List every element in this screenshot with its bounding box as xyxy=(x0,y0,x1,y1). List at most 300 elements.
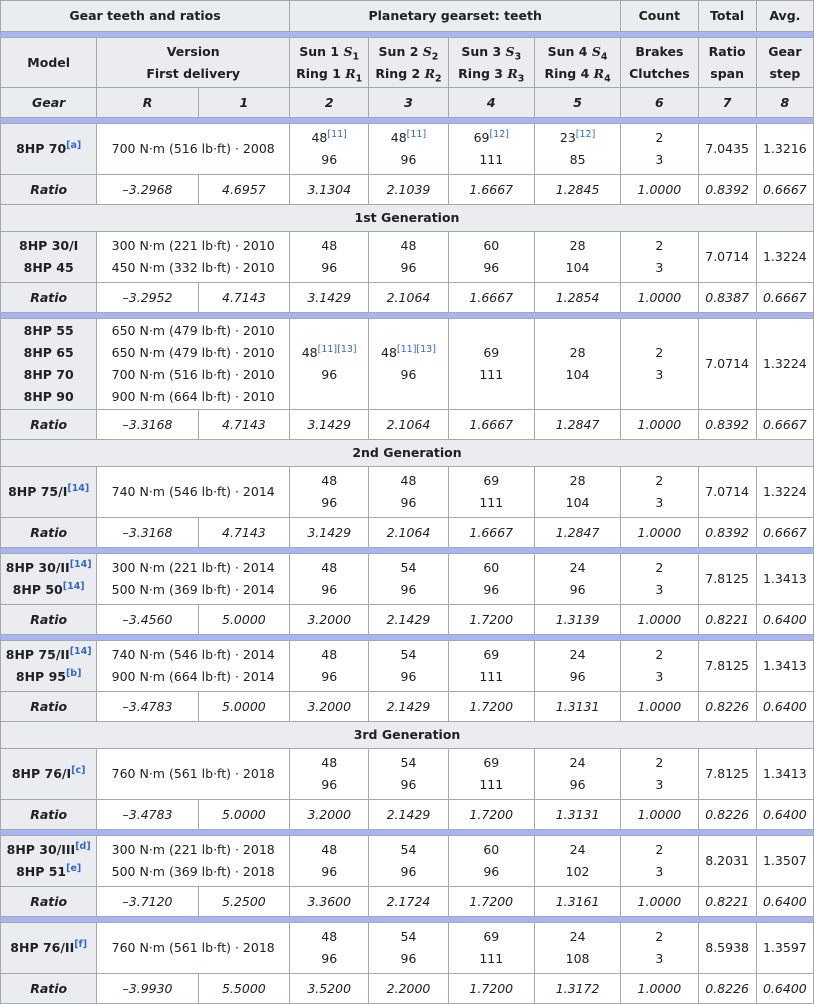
ratio-value: 0.6667 xyxy=(756,175,813,205)
header-ring-1: Ring 1 $R_1$ xyxy=(296,65,363,84)
count-cell xyxy=(621,232,698,283)
ratio-value: 0.8221 xyxy=(698,887,756,917)
ratio-span-value: 7.8125 xyxy=(698,641,756,692)
ratio-value: 1.0000 xyxy=(621,605,698,635)
table-body xyxy=(1,118,814,1004)
ring-teeth: 96 xyxy=(483,582,500,597)
footnote-link[interactable]: [11] xyxy=(406,128,427,140)
model-name-text: 8HP 70 xyxy=(23,367,74,382)
sun-teeth xyxy=(293,644,365,666)
footnote-link[interactable]: [12] xyxy=(489,128,509,140)
header-sun-2: Sun 2 $S_2$ xyxy=(378,43,439,62)
ratio-label: Ratio xyxy=(1,518,97,548)
gear-step-value: 1.3597 xyxy=(756,923,813,974)
gear-cell: 1 xyxy=(198,88,289,118)
ring-teeth: 96 xyxy=(400,669,417,684)
footnote-link[interactable]: [14] xyxy=(67,482,90,494)
ratio-value: 5.0000 xyxy=(198,605,289,635)
gearset-3-cell xyxy=(448,923,534,974)
ratio-value: 1.0000 xyxy=(621,692,698,722)
sun-teeth xyxy=(372,557,444,579)
ratio-value: 1.2847 xyxy=(534,518,620,548)
model-name xyxy=(4,320,93,342)
brakes-count: 2 xyxy=(655,130,664,145)
gearset-3-cell xyxy=(448,124,534,175)
footnote-link[interactable]: [c] xyxy=(71,764,86,776)
header-set-3 xyxy=(448,38,534,88)
header-sun-3: Sun 3 $S_3$ xyxy=(461,43,522,62)
ring-teeth: 96 xyxy=(321,152,338,167)
ratio-value: 5.0000 xyxy=(198,692,289,722)
ratio-span-value: 7.0714 xyxy=(698,232,756,283)
ratio-value: 3.2000 xyxy=(290,605,369,635)
header-set-4 xyxy=(534,38,620,88)
model-row xyxy=(1,319,814,410)
gearset-2-cell xyxy=(369,319,448,410)
ratio-value: 3.3600 xyxy=(290,887,369,917)
ratio-label: Ratio xyxy=(1,800,97,830)
ratio-value: 1.3172 xyxy=(534,974,620,1004)
ratio-value: 1.0000 xyxy=(621,175,698,205)
footnote-link[interactable]: [11][13] xyxy=(396,343,436,355)
ring-teeth: 111 xyxy=(479,669,504,684)
ratio-value: 0.6400 xyxy=(756,887,813,917)
ratio-row xyxy=(1,518,814,548)
generation-row xyxy=(1,722,814,749)
ratio-value: 2.1064 xyxy=(369,518,448,548)
gearset-4-cell xyxy=(534,319,620,410)
version-text: 740 N·m (546 lb·ft) · 2014 xyxy=(111,484,275,499)
ring-teeth: 96 xyxy=(321,951,338,966)
ratio-value: 0.8226 xyxy=(698,800,756,830)
model-name xyxy=(4,666,93,688)
sun-teeth xyxy=(372,839,444,861)
clutches-count: 3 xyxy=(655,582,664,597)
gearset-1-cell xyxy=(290,232,369,283)
sun-teeth xyxy=(372,752,444,774)
ratio-value: –3.7120 xyxy=(97,887,198,917)
ratio-value: 3.5200 xyxy=(290,974,369,1004)
gearset-3-cell xyxy=(448,554,534,605)
ratio-value: 0.8392 xyxy=(698,175,756,205)
footnote-link[interactable]: [14] xyxy=(69,558,92,570)
sun-teeth xyxy=(293,127,365,149)
gearset-4-cell xyxy=(534,232,620,283)
ratio-value: 1.0000 xyxy=(621,974,698,1004)
footnote-link[interactable]: [d] xyxy=(75,840,91,852)
count-cell xyxy=(621,319,698,410)
sun-teeth xyxy=(293,557,365,579)
version-text: 700 N·m (516 lb·ft) · 2008 xyxy=(111,141,275,156)
gear-cell: 6 xyxy=(621,88,698,118)
sun-teeth-value: 48 xyxy=(321,929,338,944)
gearset-4-cell xyxy=(534,124,620,175)
sun-teeth-value: 69 xyxy=(483,647,500,662)
ratio-row xyxy=(1,175,814,205)
header-brakes-clutches xyxy=(621,38,698,88)
version-text: 500 N·m (369 lb·ft) · 2018 xyxy=(111,864,275,879)
sun-teeth-value: 54 xyxy=(400,842,417,857)
ring-teeth: 111 xyxy=(479,152,504,167)
ring-teeth: 96 xyxy=(400,260,417,275)
sun-teeth xyxy=(372,644,444,666)
sun-teeth xyxy=(452,752,531,774)
ratio-value: 3.1304 xyxy=(290,175,369,205)
model-name xyxy=(4,342,93,364)
gearset-1-cell xyxy=(290,467,369,518)
model-row xyxy=(1,641,814,692)
sun-teeth-value: 24 xyxy=(569,929,586,944)
ratio-value: 3.1429 xyxy=(290,410,369,440)
sun-teeth-value: 24 xyxy=(569,755,586,770)
sun-teeth-value: 60 xyxy=(483,238,500,253)
gearset-1-cell xyxy=(290,923,369,974)
gearset-1-cell xyxy=(290,641,369,692)
header-ring-4: Ring 4 $R_4$ xyxy=(544,65,611,84)
model-cell xyxy=(1,836,97,887)
model-name xyxy=(4,257,93,279)
ratio-value: 1.0000 xyxy=(621,518,698,548)
version-text: 900 N·m (664 lb·ft) · 2010 xyxy=(111,389,275,404)
header-sun-4: Sun 4 $S_4$ xyxy=(547,43,608,62)
ratio-value: 1.3139 xyxy=(534,605,620,635)
footnote-link[interactable]: [12] xyxy=(575,128,596,140)
gearset-4-cell xyxy=(534,554,620,605)
ratio-value: 1.7200 xyxy=(448,974,534,1004)
sun-teeth xyxy=(452,127,531,149)
header-model: Model xyxy=(1,38,97,88)
brakes-count: 2 xyxy=(655,238,664,253)
count-cell xyxy=(621,923,698,974)
sun-teeth-value: 48 xyxy=(400,473,417,488)
sun-teeth xyxy=(293,342,365,364)
gearset-4-cell xyxy=(534,923,620,974)
sun-teeth xyxy=(293,470,365,492)
ring-teeth: 104 xyxy=(565,495,590,510)
model-name-text: 8HP 55 xyxy=(23,323,74,338)
footnote-link[interactable]: [11] xyxy=(327,128,347,140)
ring-teeth: 96 xyxy=(483,864,500,879)
brakes-count: 2 xyxy=(655,647,664,662)
model-name-text: 8HP 76/I xyxy=(11,766,72,781)
header-total: Total xyxy=(698,1,756,32)
model-name xyxy=(4,763,93,785)
version-text: 740 N·m (546 lb·ft) · 2014 xyxy=(111,647,275,662)
sun-teeth xyxy=(372,127,444,149)
gear-cell: 2 xyxy=(290,88,369,118)
generation-heading: 1st Generation xyxy=(1,205,814,232)
gearset-4-cell xyxy=(534,467,620,518)
model-name-text: 8HP 45 xyxy=(23,260,74,275)
ratio-row xyxy=(1,887,814,917)
sun-teeth-value: 24 xyxy=(569,842,586,857)
ratio-value: 1.2847 xyxy=(534,410,620,440)
model-name xyxy=(4,861,93,883)
generation-row xyxy=(1,440,814,467)
footnote-link[interactable]: [14] xyxy=(62,580,85,592)
ratio-value: 2.1429 xyxy=(369,692,448,722)
ring-teeth: 96 xyxy=(569,669,586,684)
brakes-count: 2 xyxy=(655,560,664,575)
ratio-label: Ratio xyxy=(1,887,97,917)
sun-teeth xyxy=(538,127,617,149)
ring-teeth: 96 xyxy=(321,864,338,879)
sun-teeth-value: 69 xyxy=(483,345,500,360)
version-text: 700 N·m (516 lb·ft) · 2010 xyxy=(111,367,275,382)
generation-heading: 2nd Generation xyxy=(1,440,814,467)
version-text: 450 N·m (332 lb·ft) · 2010 xyxy=(111,260,275,275)
model-name xyxy=(4,364,93,386)
gear-number-row xyxy=(1,88,814,118)
header-set-2 xyxy=(369,38,448,88)
ratio-value: 4.7143 xyxy=(198,283,289,313)
version-text: 760 N·m (561 lb·ft) · 2018 xyxy=(111,766,275,781)
gearset-1-cell xyxy=(290,124,369,175)
gear-step-value: 1.3413 xyxy=(756,641,813,692)
sun-teeth-value: 54 xyxy=(400,929,417,944)
sun-teeth xyxy=(372,470,444,492)
sun-teeth xyxy=(452,839,531,861)
sun-teeth xyxy=(293,926,365,948)
ring-teeth: 96 xyxy=(400,367,417,382)
ratio-value: 1.6667 xyxy=(448,518,534,548)
sun-teeth-value: 48 xyxy=(321,647,338,662)
gearset-1-cell xyxy=(290,319,369,410)
model-cell xyxy=(1,554,97,605)
gear-step-value: 1.3413 xyxy=(756,554,813,605)
sun-teeth-value: 69 xyxy=(483,473,500,488)
ring-teeth: 104 xyxy=(565,367,590,382)
model-row xyxy=(1,923,814,974)
ratio-label: Ratio xyxy=(1,283,97,313)
model-cell xyxy=(1,923,97,974)
ratio-value: 1.6667 xyxy=(448,175,534,205)
header-gear-teeth-and-ratios: Gear teeth and ratios xyxy=(1,1,290,32)
ratio-value: 0.6667 xyxy=(756,410,813,440)
footnote-link[interactable]: [14] xyxy=(69,645,92,657)
count-cell xyxy=(621,749,698,800)
gear-label-cell: Gear xyxy=(1,88,97,118)
gear-cell: 3 xyxy=(369,88,448,118)
model-name xyxy=(4,386,93,408)
model-row xyxy=(1,749,814,800)
ratio-value: 0.6667 xyxy=(756,283,813,313)
ratio-value: –3.4783 xyxy=(97,800,198,830)
ratio-label: Ratio xyxy=(1,175,97,205)
model-name-text: 8HP 75/I xyxy=(8,484,68,499)
gear-step-value: 1.3507 xyxy=(756,836,813,887)
version-cell xyxy=(97,467,290,518)
sun-teeth-value: 28 xyxy=(569,238,586,253)
gearset-3-cell xyxy=(448,836,534,887)
ratio-value: –3.4560 xyxy=(97,605,198,635)
ratio-value: 0.8221 xyxy=(698,605,756,635)
header-version-label: Version xyxy=(166,43,220,59)
ratio-row xyxy=(1,410,814,440)
ratio-value: 1.2854 xyxy=(534,283,620,313)
header-step: step xyxy=(769,65,801,81)
ring-teeth: 96 xyxy=(321,777,338,792)
ratio-span-value: 7.0714 xyxy=(698,319,756,410)
sun-teeth xyxy=(452,644,531,666)
version-cell xyxy=(97,124,290,175)
gearset-4-cell xyxy=(534,749,620,800)
footnote-link[interactable]: [11][13] xyxy=(317,343,357,355)
clutches-count: 3 xyxy=(655,864,664,879)
count-cell xyxy=(621,641,698,692)
sun-teeth-value: 48 xyxy=(301,345,318,360)
ratio-value: –3.9930 xyxy=(97,974,198,1004)
model-name-text: 8HP 30/I xyxy=(19,238,79,253)
sun-teeth xyxy=(452,470,531,492)
model-cell xyxy=(1,749,97,800)
footnote-link[interactable]: [a] xyxy=(66,139,82,151)
sun-teeth xyxy=(538,557,617,579)
model-row xyxy=(1,554,814,605)
model-cell xyxy=(1,467,97,518)
sun-teeth-value: 69 xyxy=(483,929,500,944)
sun-teeth xyxy=(538,235,617,257)
header-brakes: Brakes xyxy=(635,43,684,59)
sun-teeth-value: 48 xyxy=(400,238,417,253)
ratio-span-value: 8.2031 xyxy=(698,836,756,887)
model-name xyxy=(4,557,93,579)
version-cell xyxy=(97,232,290,283)
ratio-span-value: 7.8125 xyxy=(698,554,756,605)
ring-teeth: 96 xyxy=(400,152,417,167)
ratio-value: 0.6400 xyxy=(756,974,813,1004)
brakes-count: 2 xyxy=(655,473,664,488)
ratio-span-value: 7.0714 xyxy=(698,467,756,518)
footnote-link[interactable]: [e] xyxy=(66,862,82,874)
model-row xyxy=(1,232,814,283)
ratio-span-value: 7.0435 xyxy=(698,124,756,175)
sun-teeth-value: 54 xyxy=(400,560,417,575)
model-row xyxy=(1,124,814,175)
gearset-3-cell xyxy=(448,749,534,800)
model-name xyxy=(4,138,93,160)
sun-teeth-value: 23 xyxy=(559,130,576,145)
footnote-link[interactable]: [f] xyxy=(74,938,88,950)
model-name-text: 8HP 51 xyxy=(16,864,67,879)
ratio-value: 1.0000 xyxy=(621,800,698,830)
ratio-row xyxy=(1,283,814,313)
header-gear-word: Gear xyxy=(768,43,802,59)
gearset-2-cell xyxy=(369,836,448,887)
ratio-value: 2.1064 xyxy=(369,283,448,313)
model-cell xyxy=(1,641,97,692)
gearset-1-cell xyxy=(290,836,369,887)
gearset-1-cell xyxy=(290,554,369,605)
ring-teeth: 96 xyxy=(400,495,417,510)
header-set-1 xyxy=(290,38,369,88)
ring-teeth: 85 xyxy=(569,152,586,167)
ring-teeth: 111 xyxy=(479,951,504,966)
model-row xyxy=(1,467,814,518)
sun-teeth xyxy=(372,235,444,257)
header-version xyxy=(97,38,290,88)
gearset-3-cell xyxy=(448,641,534,692)
ratio-value: 1.7200 xyxy=(448,692,534,722)
ratio-value: 0.8226 xyxy=(698,692,756,722)
clutches-count: 3 xyxy=(655,260,664,275)
gearset-2-cell xyxy=(369,554,448,605)
header-span: span xyxy=(710,65,744,81)
sun-teeth xyxy=(452,926,531,948)
brakes-count: 2 xyxy=(655,345,664,360)
ratio-value: 1.3161 xyxy=(534,887,620,917)
ratio-value: 3.2000 xyxy=(290,800,369,830)
ratio-value: 1.6667 xyxy=(448,283,534,313)
model-name-text: 8HP 90 xyxy=(23,389,74,404)
ring-teeth: 96 xyxy=(400,582,417,597)
sun-teeth-value: 48 xyxy=(390,130,407,145)
model-name-text: 8HP 95 xyxy=(15,669,66,684)
ratio-value: –3.2952 xyxy=(97,283,198,313)
header-ratio: Ratio xyxy=(708,43,746,59)
model-name xyxy=(4,839,93,861)
footnote-link[interactable]: [b] xyxy=(65,667,82,679)
version-text: 300 N·m (221 lb·ft) · 2010 xyxy=(111,238,275,253)
model-name xyxy=(4,644,93,666)
ring-teeth: 96 xyxy=(400,951,417,966)
version-cell xyxy=(97,749,290,800)
version-text: 650 N·m (479 lb·ft) · 2010 xyxy=(111,323,275,338)
model-name xyxy=(4,579,93,601)
version-text: 300 N·m (221 lb·ft) · 2014 xyxy=(111,560,275,575)
gearset-4-cell xyxy=(534,836,620,887)
sun-teeth-value: 24 xyxy=(569,560,586,575)
sun-teeth xyxy=(452,557,531,579)
model-cell xyxy=(1,319,97,410)
ratio-value: –3.4783 xyxy=(97,692,198,722)
sun-teeth-value: 28 xyxy=(569,473,586,488)
header-ratio-span xyxy=(698,38,756,88)
ratio-value: 1.0000 xyxy=(621,283,698,313)
ring-teeth: 96 xyxy=(321,669,338,684)
ring-teeth: 96 xyxy=(400,864,417,879)
sun-teeth-value: 48 xyxy=(321,473,338,488)
ratio-value: –3.3168 xyxy=(97,410,198,440)
sun-teeth-value: 60 xyxy=(483,560,500,575)
ring-teeth: 96 xyxy=(483,260,500,275)
ratio-value: 1.0000 xyxy=(621,887,698,917)
ratio-value: 1.0000 xyxy=(621,410,698,440)
gearset-2-cell xyxy=(369,641,448,692)
gear-cell: 7 xyxy=(698,88,756,118)
gearset-2-cell xyxy=(369,923,448,974)
ratio-value: 1.7200 xyxy=(448,605,534,635)
ring-teeth: 96 xyxy=(321,582,338,597)
sun-teeth xyxy=(372,926,444,948)
sun-teeth xyxy=(538,342,617,364)
ratio-value: 1.6667 xyxy=(448,410,534,440)
sun-teeth-value: 48 xyxy=(381,345,397,360)
header-first-delivery-label: First delivery xyxy=(146,65,241,81)
sun-teeth-value: 28 xyxy=(569,345,586,360)
gearset-2-cell xyxy=(369,467,448,518)
sun-teeth-value: 48 xyxy=(321,238,338,253)
model-name-text: 8HP 76/II xyxy=(10,940,75,955)
ratio-value: 2.1429 xyxy=(369,800,448,830)
count-cell xyxy=(621,554,698,605)
header-ring-3: Ring 3 $R_3$ xyxy=(458,65,525,84)
model-name xyxy=(4,937,93,959)
header-planetary-gearset: Planetary gearset: teeth xyxy=(290,1,621,32)
model-name xyxy=(4,235,93,257)
clutches-count: 3 xyxy=(655,152,664,167)
version-text: 500 N·m (369 lb·ft) · 2014 xyxy=(111,582,275,597)
